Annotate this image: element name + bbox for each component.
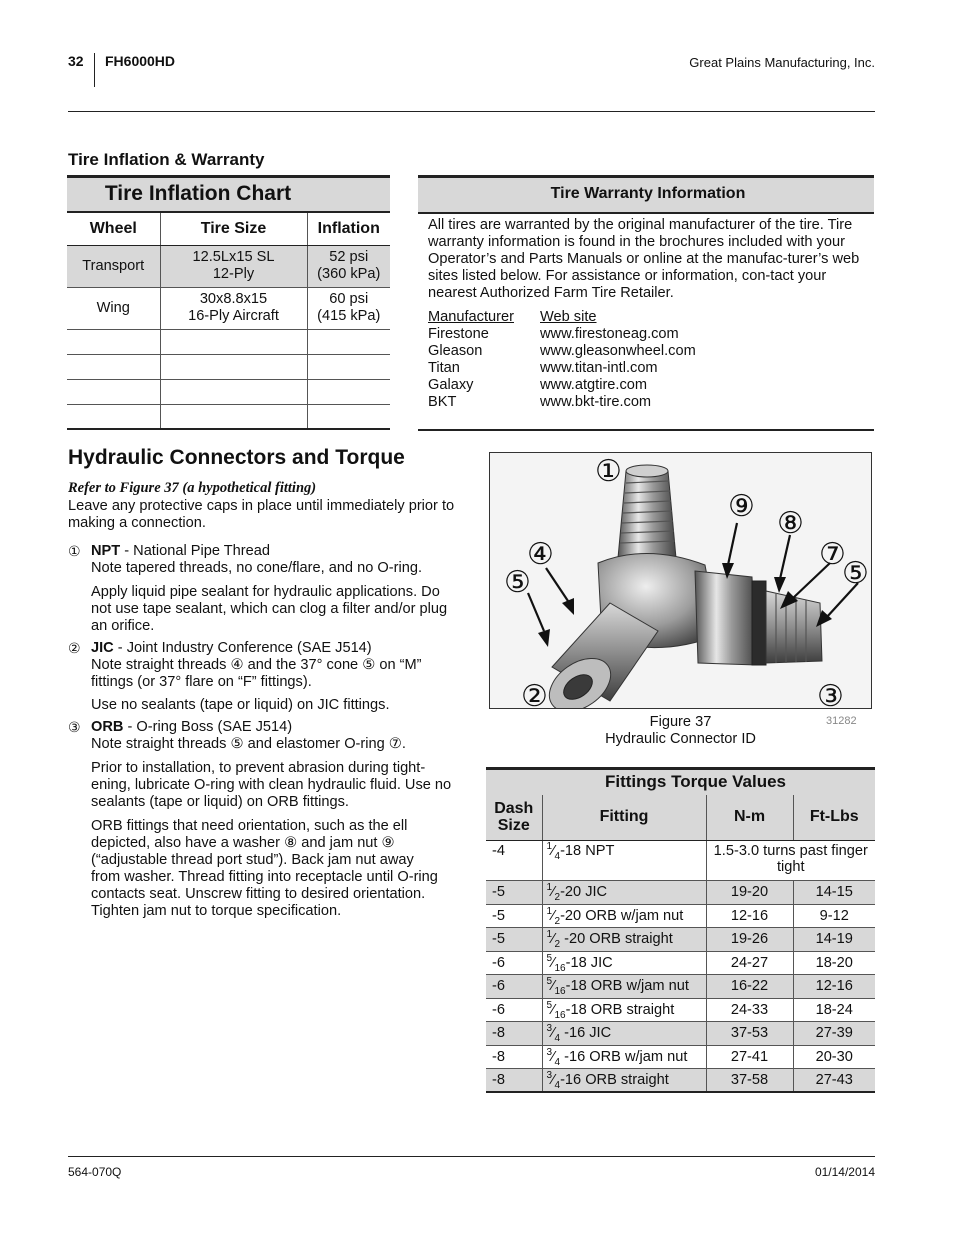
- col-header-dash-size: [486, 795, 542, 841]
- inflation-kpa: (360 kPa): [317, 266, 381, 282]
- table-header-row: [486, 795, 875, 841]
- table-row: -5 $^1⁄_2-20$ JIC 19-20 14-15: [486, 881, 875, 905]
- col-header-fitting: Fitting: [542, 795, 706, 841]
- manufacturer-name: Galaxy: [428, 377, 474, 393]
- website-header: Web site: [540, 309, 597, 325]
- item-paragraph: Use no sealants (tape or liquid) on JIC fittings.: [91, 697, 390, 713]
- item-number: ①: [68, 543, 81, 559]
- empty-row: [67, 404, 390, 429]
- item-abbr: NPT: [91, 543, 121, 559]
- item-note: Note tapered threads, no cone/flare, and no O-ring.: [91, 560, 422, 576]
- table-header-row: [67, 213, 390, 245]
- hydraulic-intro: Leave any protective caps in place until immediately prior to making a connection.: [68, 498, 455, 531]
- col-header-wheel: Wheel: [67, 213, 160, 245]
- manufacturer-name: Gleason: [428, 343, 483, 359]
- cell-fitting: $^1⁄_2-20$ JIC: [542, 881, 706, 905]
- empty-row: [67, 329, 390, 354]
- manufacturer-list: [428, 309, 696, 411]
- table-row: -6 $^5⁄_{16}-18$ JIC 24-27 18-20: [486, 951, 875, 975]
- item-number: ②: [68, 640, 81, 656]
- manufacturer-site: www.firestoneag.com: [540, 326, 679, 342]
- callout-3: ③: [817, 680, 844, 709]
- item-paragraph: Prior to installation, to prevent abrasion during tight-ening, lubricate O-ring with clean hydraulic fluid. Use no sealants (tape or liquid) on ORB fittings.: [91, 760, 452, 810]
- dash-label: Dash: [494, 800, 534, 818]
- tire-size-line2: 12-Ply: [212, 266, 255, 282]
- table-row: -8 $^3⁄_4-16$ ORB straight 37-58 27-43: [486, 1069, 875, 1093]
- table-title: Fittings Torque Values: [486, 769, 875, 795]
- list-item: [428, 360, 696, 377]
- header-rule: [68, 111, 875, 112]
- item-abbr: JIC: [91, 640, 114, 656]
- inflation-psi: 52 psi: [329, 249, 369, 265]
- item-desc: - O-ring Boss (SAE J514): [123, 719, 293, 735]
- o-ring: [752, 581, 766, 665]
- manufacturer-name: BKT: [428, 394, 457, 410]
- cell-wheel: Wing: [67, 287, 160, 329]
- tire-chart-title-bar: [67, 175, 390, 213]
- figure-id: 31282: [826, 715, 857, 727]
- table-title-row: [486, 769, 875, 795]
- cell-inflation: [307, 245, 390, 287]
- manufacturer-site: www.bkt-tire.com: [540, 394, 652, 410]
- npt-threads: [618, 471, 676, 558]
- tire-size-line1: 12.5Lx15 SL: [192, 249, 275, 265]
- cell-fitting: $^3⁄_4-16$ ORB straight: [542, 1069, 706, 1093]
- table-row: [67, 287, 390, 329]
- cell-inflation: [307, 287, 390, 329]
- manufacturer-site: www.atgtire.com: [540, 377, 648, 393]
- empty-row: [67, 354, 390, 379]
- table-row: -5 $^1⁄_2-20$ ORB w/jam nut 12-16 9-12: [486, 904, 875, 928]
- table-row: [67, 245, 390, 287]
- figure-caption-title: Hydraulic Connector ID: [605, 731, 756, 747]
- item-desc: - National Pipe Thread: [120, 543, 270, 559]
- callout-4: ④: [527, 538, 554, 571]
- warranty-body: All tires are warranted by the original manufacturer of the tire. Tire warranty information is found in the brochures included with your Operator’s and Parts Manuals or online at the manufac-turer’s web sites listed below. For assistance or information, con-tact your nearest Authorized Farm Tire Retailer.: [428, 217, 860, 301]
- jam-nut: [695, 571, 756, 665]
- callout-1: ①: [595, 455, 622, 488]
- manufacturer-name: Titan: [428, 360, 460, 376]
- cell-dash: -4: [486, 841, 542, 881]
- warranty-title: Tire Warranty Information: [550, 185, 746, 202]
- tire-size-line2: 16-Ply Aircraft: [188, 308, 279, 324]
- figure-caption-number: Figure 37: [649, 714, 712, 730]
- callout-8: ⑧: [777, 507, 804, 540]
- col-header-tire-size: Tire Size: [160, 213, 307, 245]
- tire-size-line1: 30x8.8x15: [199, 291, 268, 307]
- inflation-kpa: (415 kPa): [317, 308, 381, 324]
- cell-fitting: $^3⁄_4$ -16 JIC: [542, 1022, 706, 1046]
- table-row: -5 $^1⁄_2$ -20 ORB straight 19-26 14-19: [486, 928, 875, 952]
- item-number: ③: [68, 719, 81, 735]
- model-name: FH6000HD: [105, 53, 176, 69]
- callout-2: ②: [521, 680, 548, 709]
- list-header: [428, 309, 696, 326]
- tire-chart-title: Tire Inflation Chart: [104, 182, 292, 205]
- cell-fitting: $^5⁄_{16}-18$ ORB w/jam nut: [542, 975, 706, 999]
- manufacturer-site: www.titan-intl.com: [540, 360, 658, 376]
- company-name: Great Plains Manufacturing, Inc.: [689, 55, 875, 70]
- list-item: [428, 394, 696, 411]
- manufacturer-site: www.gleasonwheel.com: [540, 343, 696, 359]
- cell-fitting: $^1⁄_2-20$ ORB w/jam nut: [542, 904, 706, 928]
- col-header-nm: N-m: [706, 795, 793, 841]
- item-note: Note straight threads ⑤ and elastomer O-ring ⑦.: [91, 736, 406, 752]
- table-row: -8 $^3⁄_4$ -16 ORB w/jam nut 27-41 20-30: [486, 1045, 875, 1069]
- figure-hydraulic-connector: [489, 452, 872, 709]
- fittings-torque-table-wrap: [486, 767, 875, 1093]
- fittings-torque-table: [486, 767, 875, 1093]
- cell-tire-size: [160, 245, 307, 287]
- table-row: [486, 841, 875, 881]
- list-item: [428, 377, 696, 394]
- list-item: [428, 326, 696, 343]
- warranty-bottom-rule: [418, 429, 874, 431]
- cell-fitting: $^3⁄_4$ -16 ORB w/jam nut: [542, 1045, 706, 1069]
- item-paragraph: Apply liquid pipe sealant for hydraulic applications. Do not use tape sealant, which can clog a filter and/or plug an orifice.: [91, 584, 448, 634]
- empty-row: [67, 379, 390, 404]
- footer-rule: [68, 1156, 875, 1157]
- callout-5-right: ⑤: [842, 557, 869, 590]
- table-row: -6 $^5⁄_{16}-18$ ORB straight 24-33 18-24: [486, 998, 875, 1022]
- size-label: Size: [497, 817, 530, 835]
- section-title-tire: Tire Inflation & Warranty: [68, 150, 265, 169]
- item-orb: [91, 719, 471, 736]
- item-paragraph: ORB fittings that need orientation, such as the ell depicted, also have a washer ⑧ and jam nut ⑨ (“adjustable thread port stud”). Back jam nut away from washer. Thread fitting into receptacle until O-ring contacts seat. Unscrew fitting to desired orientation. Tighten jam nut to torque specification.: [91, 818, 438, 919]
- callout-5-left: ⑤: [504, 566, 531, 599]
- cell-tire-size: [160, 287, 307, 329]
- item-note: Note straight threads ④ and the 37° cone ⑤ on “M” fittings (or 37° flare on “F” fittings).: [91, 657, 422, 690]
- cell-fitting: $^1⁄_2$ -20 ORB straight: [542, 928, 706, 952]
- col-header-ftlbs: Ft-Lbs: [793, 795, 875, 841]
- item-abbr: ORB: [91, 719, 124, 735]
- fitting-illustration: [490, 453, 872, 709]
- list-item: [428, 343, 696, 360]
- hydraulic-title: Hydraulic Connectors and Torque: [68, 446, 405, 469]
- table-row: -8 $^3⁄_4$ -16 JIC 37-53 27-39: [486, 1022, 875, 1046]
- cell-fitting: $^5⁄_{16}-18$ ORB straight: [542, 998, 706, 1022]
- item-jic: [91, 640, 471, 657]
- document-number: 564-070Q: [68, 1165, 122, 1179]
- table-row: -6 $^5⁄_{16}-18$ ORB w/jam nut 16-22 12-16: [486, 975, 875, 999]
- cell-wheel: Transport: [67, 245, 160, 287]
- npt-opening: [626, 465, 668, 477]
- manufacturer-name: Firestone: [428, 326, 489, 342]
- inflation-psi: 60 psi: [329, 291, 369, 307]
- cell-fitting: $^1⁄_4-18$ NPT: [542, 841, 706, 881]
- warranty-title-bar: [418, 175, 874, 214]
- header-divider: [94, 53, 95, 87]
- cell-spec: 1.5-3.0 turns past finger tight: [706, 841, 875, 881]
- col-header-inflation: Inflation: [307, 213, 390, 245]
- manufacturer-header: Manufacturer: [428, 309, 514, 325]
- tire-inflation-table: [67, 213, 390, 430]
- item-npt: [91, 543, 471, 560]
- document-date: 01/14/2014: [814, 1165, 875, 1179]
- page-number: 32: [68, 53, 84, 69]
- callout-9: ⑨: [728, 490, 755, 523]
- cell-fitting: $^5⁄_{16}-18$ JIC: [542, 951, 706, 975]
- item-desc: - Joint Industry Conference (SAE J514): [113, 640, 372, 656]
- figure-reference: Refer to Figure 37 (a hypothetical fitting): [68, 480, 317, 496]
- callout-7: ⑦: [819, 538, 846, 571]
